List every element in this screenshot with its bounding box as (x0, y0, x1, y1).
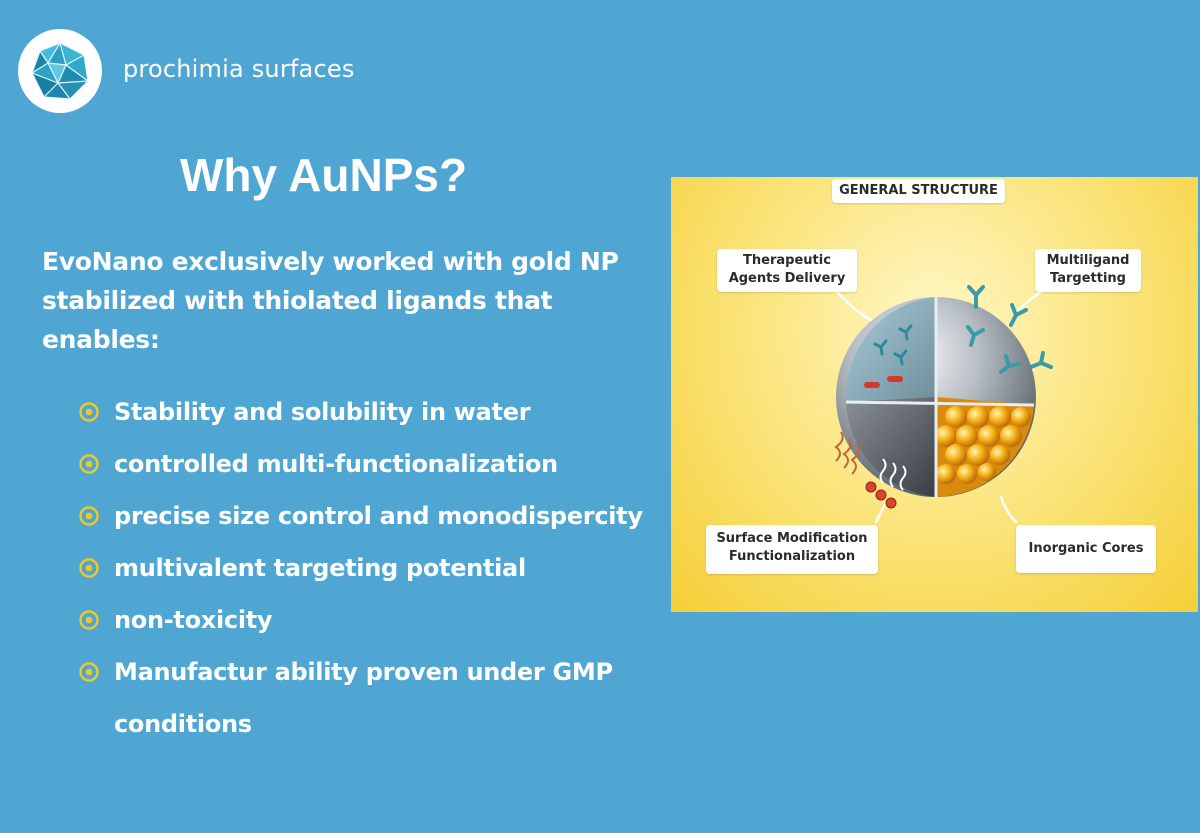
label-line: Surface Modification (716, 531, 868, 546)
target-bullet-icon (78, 661, 100, 683)
brand-name: prochimia surfaces (123, 55, 355, 83)
list-item-text: non-toxicity (114, 606, 273, 634)
label-line: Targetting (1050, 271, 1126, 286)
list-item-text: controlled multi-functionalization (114, 450, 558, 478)
list-item (78, 438, 668, 490)
surface-modification-label (706, 525, 878, 574)
label-line: Multiligand (1046, 253, 1130, 268)
list-item-text: multivalent targeting potential (114, 554, 526, 582)
label-line: Therapeutic (743, 253, 831, 268)
multiligand-targeting-label (1035, 249, 1141, 292)
label-line: Functionalization (728, 549, 856, 564)
list-item (78, 386, 668, 438)
logo (18, 29, 102, 113)
nanoparticle-structure-figure (671, 177, 1198, 612)
inorganic-cores-label: Inorganic Cores (1016, 525, 1156, 573)
target-bullet-icon (78, 505, 100, 527)
label-line: Agents Delivery (728, 271, 846, 286)
list-item-text: Manufactur ability proven under GMP conditions (114, 658, 613, 738)
list-item-text: precise size control and monodispercity (114, 502, 643, 530)
slide-title: Why AuNPs? (180, 149, 468, 201)
figure-header: GENERAL STRUCTURE (832, 179, 1005, 203)
list-item-text: Stability and solubility in water (114, 398, 531, 426)
target-bullet-icon (78, 453, 100, 475)
list-item (78, 542, 668, 594)
list-item (78, 490, 668, 542)
gold-core-balls (935, 406, 1031, 484)
target-bullet-icon (78, 557, 100, 579)
intro-text: EvoNano exclusively worked with gold NP stabilized with thiolated ligands that enables: (42, 247, 619, 354)
target-bullet-icon (78, 401, 100, 423)
benefits-list (78, 386, 668, 750)
list-item (78, 594, 668, 646)
icosahedron-logo-icon (18, 29, 102, 113)
list-item (78, 646, 668, 750)
target-bullet-icon (78, 609, 100, 631)
therapeutic-agents-label (717, 249, 857, 292)
